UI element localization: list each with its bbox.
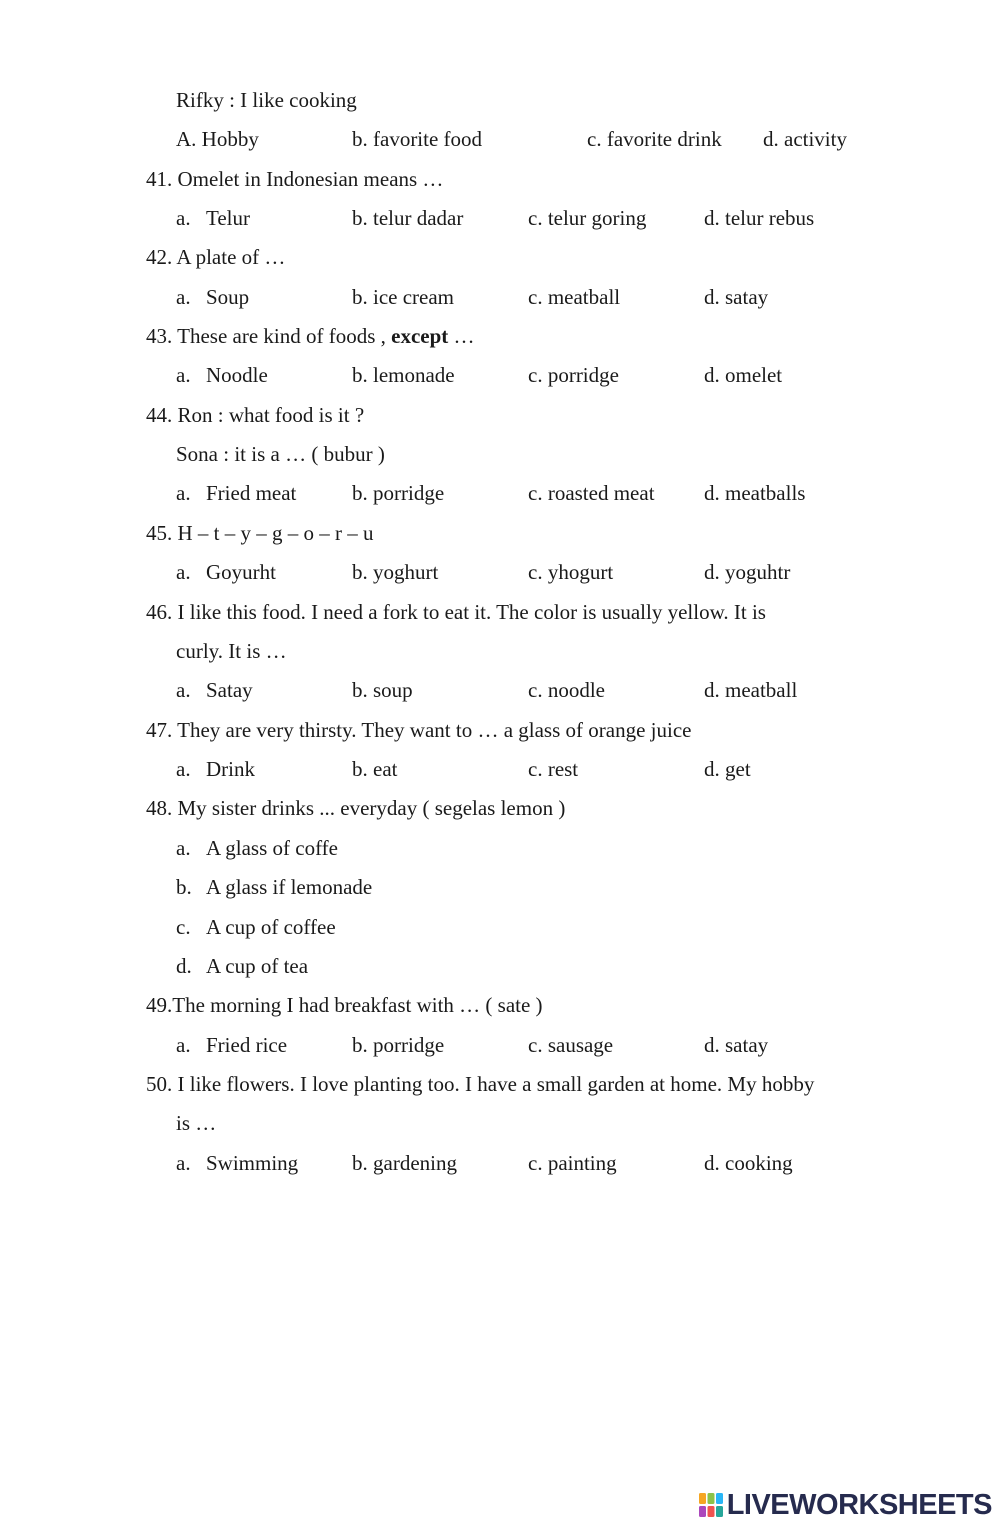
q48-prompt: 48. My sister drinks ... everyday ( segelas lemon ) xyxy=(146,796,566,820)
q42-prompt: 42. A plate of … xyxy=(146,245,286,269)
liveworksheets-logo-icon xyxy=(698,1492,724,1518)
option-a-letter: a. xyxy=(176,481,191,505)
option-c[interactable]: c. telur goring xyxy=(528,206,647,230)
option-d[interactable]: d. omelet xyxy=(704,363,783,387)
q40-dialogue: Rifky : I like cooking xyxy=(176,88,357,112)
q44-dialogue-line xyxy=(0,435,1000,474)
q50-prompt-cont-line xyxy=(0,1104,1000,1143)
option-a[interactable]: Fried meat xyxy=(206,481,297,505)
option-d[interactable]: A cup of tea xyxy=(206,954,309,978)
q49-options xyxy=(0,1026,1000,1065)
q48-option-b-line xyxy=(0,868,1000,907)
q44-prompt-line xyxy=(0,396,1000,435)
option-c[interactable]: c. painting xyxy=(528,1151,617,1175)
q47-prompt: 47. They are very thirsty. They want to … a glass of orange juice xyxy=(146,718,692,742)
option-b[interactable]: b. lemonade xyxy=(352,363,455,387)
option-d[interactable]: d. get xyxy=(704,757,751,781)
q40-options xyxy=(0,120,1000,159)
option-a[interactable]: Noodle xyxy=(206,363,268,387)
q48-option-a-line xyxy=(0,829,1000,868)
q50-prompt-cont: is … xyxy=(176,1111,217,1135)
option-c[interactable]: c. rest xyxy=(528,757,579,781)
option-a[interactable]: Soup xyxy=(206,285,250,309)
option-b[interactable]: b. telur dadar xyxy=(352,206,464,230)
option-c[interactable]: A cup of coffee xyxy=(206,915,336,939)
option-c[interactable]: c. noodle xyxy=(528,678,605,702)
q45-prompt-line xyxy=(0,514,1000,553)
option-d[interactable]: d. telur rebus xyxy=(704,206,815,230)
q47-prompt-line xyxy=(0,711,1000,750)
option-a-letter: a. xyxy=(176,285,191,309)
q43-prompt xyxy=(146,317,475,356)
q50-prompt-line xyxy=(0,1065,1000,1104)
q50-options xyxy=(0,1144,1000,1183)
option-a-letter: a. xyxy=(176,363,191,387)
option-c[interactable]: c. yhogurt xyxy=(528,560,614,584)
q48-prompt-line xyxy=(0,789,1000,828)
option-d[interactable]: d. meatballs xyxy=(704,481,806,505)
q48-option-c-line xyxy=(0,908,1000,947)
liveworksheets-brand xyxy=(698,1487,992,1523)
q43-prompt-start: 43. These are kind of foods , xyxy=(146,324,392,348)
option-a-letter: a. xyxy=(176,678,191,702)
option-a[interactable]: Swimming xyxy=(206,1151,299,1175)
option-c[interactable]: c. roasted meat xyxy=(528,481,655,505)
option-a[interactable]: A glass of coffe xyxy=(206,836,338,860)
option-b[interactable]: b. porridge xyxy=(352,481,445,505)
q48-option-d-line xyxy=(0,947,1000,986)
q46-prompt-cont-line xyxy=(0,632,1000,671)
q44-dialogue: Sona : it is a … ( bubur ) xyxy=(176,442,385,466)
option-d[interactable]: d. satay xyxy=(704,1033,769,1057)
option-c[interactable]: c. porridge xyxy=(528,363,619,387)
option-d[interactable]: d. cooking xyxy=(704,1151,793,1175)
option-d[interactable]: d. activity xyxy=(763,127,847,151)
option-b[interactable]: b. soup xyxy=(352,678,413,702)
q43-prompt-emphasis: except xyxy=(391,324,449,348)
option-c[interactable]: c. favorite drink xyxy=(587,127,722,151)
option-d-letter: d. xyxy=(176,954,192,978)
option-b[interactable]: b. yoghurt xyxy=(352,560,439,584)
option-b[interactable]: b. eat xyxy=(352,757,398,781)
q47-options xyxy=(0,750,1000,789)
option-a-letter: a. xyxy=(176,1151,191,1175)
liveworksheets-wordmark: LIVEWORKSHEETS xyxy=(726,1488,992,1521)
q42-options xyxy=(0,278,1000,317)
option-b[interactable]: b. favorite food xyxy=(352,127,483,151)
option-b[interactable]: b. ice cream xyxy=(352,285,455,309)
option-a-letter: a. xyxy=(176,757,191,781)
q49-prompt: 49.The morning I had breakfast with … ( sate ) xyxy=(146,993,543,1017)
option-a[interactable]: Telur xyxy=(206,206,251,230)
option-a-letter: a. xyxy=(176,560,191,584)
q46-options xyxy=(0,671,1000,710)
option-b-letter: b. xyxy=(176,875,192,899)
q45-prompt: 45. H – t – y – g – o – r – u xyxy=(146,521,374,545)
option-d[interactable]: d. yoguhtr xyxy=(704,560,791,584)
option-d[interactable]: d. meatball xyxy=(704,678,798,702)
option-a[interactable]: A. Hobby xyxy=(176,127,259,151)
q43-prompt-line xyxy=(0,317,1000,356)
option-c[interactable]: c. meatball xyxy=(528,285,621,309)
option-c-letter: c. xyxy=(176,915,191,939)
option-a[interactable]: Fried rice xyxy=(206,1033,288,1057)
q41-prompt-line xyxy=(0,160,1000,199)
q46-prompt: 46. I like this food. I need a fork to eat it. The color is usually yellow. It is xyxy=(146,600,766,624)
option-a-letter: a. xyxy=(176,836,191,860)
q46-prompt-line xyxy=(0,593,1000,632)
option-b[interactable]: b. porridge xyxy=(352,1033,445,1057)
q46-prompt-cont: curly. It is … xyxy=(176,639,287,663)
option-b[interactable]: A glass if lemonade xyxy=(206,875,373,899)
q43-prompt-end: … xyxy=(448,324,475,348)
q44-options xyxy=(0,474,1000,513)
option-a[interactable]: Satay xyxy=(206,678,253,702)
q50-prompt: 50. I like flowers. I love planting too. I have a small garden at home. My hobby xyxy=(146,1072,815,1096)
q41-options xyxy=(0,199,1000,238)
q42-prompt-line xyxy=(0,238,1000,277)
option-b[interactable]: b. gardening xyxy=(352,1151,457,1175)
option-a[interactable]: Goyurht xyxy=(206,560,276,584)
q40-dialogue-line xyxy=(0,81,1000,120)
option-a[interactable]: Drink xyxy=(206,757,255,781)
option-a-letter: a. xyxy=(176,1033,191,1057)
option-d[interactable]: d. satay xyxy=(704,285,769,309)
q49-prompt-line xyxy=(0,986,1000,1025)
q45-options xyxy=(0,553,1000,592)
q43-options xyxy=(0,356,1000,395)
option-a-letter: a. xyxy=(176,206,191,230)
q44-prompt: 44. Ron : what food is it ? xyxy=(146,403,365,427)
option-c[interactable]: c. sausage xyxy=(528,1033,614,1057)
q41-prompt: 41. Omelet in Indonesian means … xyxy=(146,167,444,191)
